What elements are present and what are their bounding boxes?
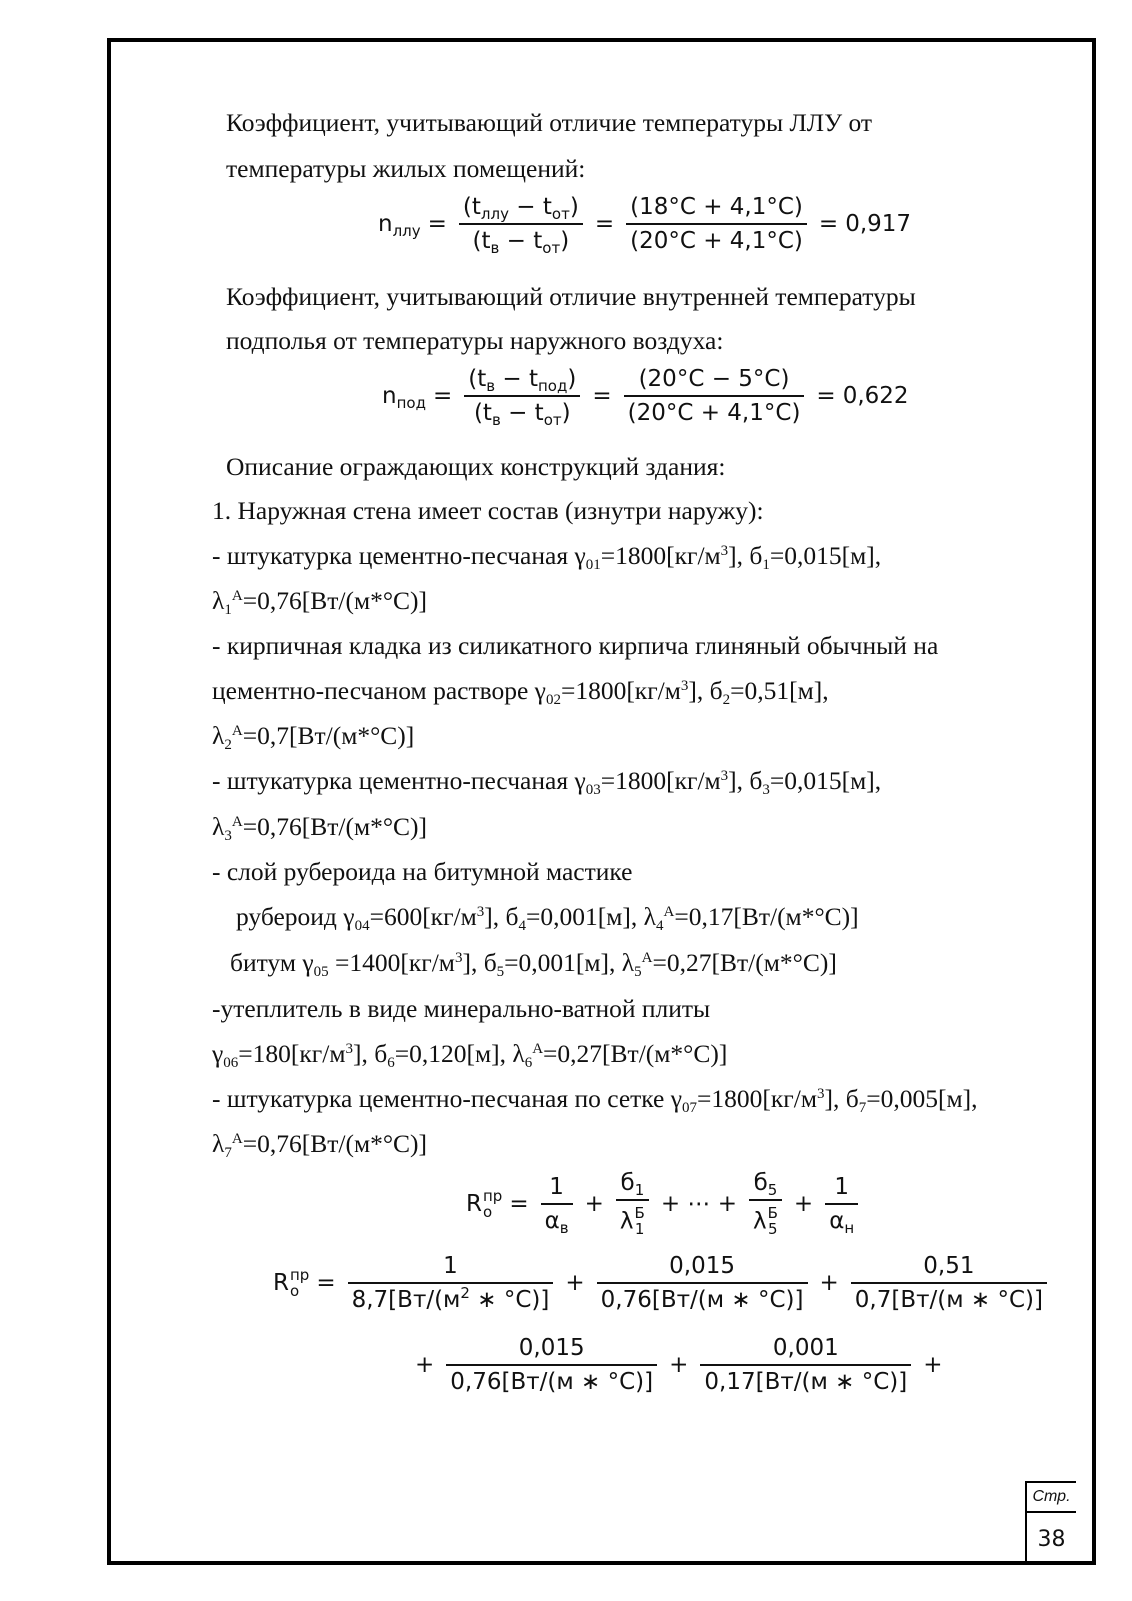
formula-n-llu: $n_{ллу}$ = $\frac{(t_{ллу} - t_{от})}{(t_в - t_{от})}$ = $\frac{(18^\circ C + 4,1^\circ C)}{(20^\circ C + 4,1^\circ C)}$ = 0,917 [378, 194, 912, 257]
page-number-stamp [1025, 1481, 1076, 1565]
paragraph-line: Описание ограждающих конструкций здания: [226, 452, 726, 481]
layer-1-lambda: $\lambda_1^А=0,76[Вт/(м*^\circ С)]$ [212, 586, 428, 618]
layer-7-line: - штукатурка цементно-песчаная по сетке $\gamma_{07}=1800[кг/м^3]$, $б_7=0,005[м]$, [212, 1084, 978, 1116]
page-label: Стр. [1027, 1483, 1076, 1513]
layer-4-title: - слой рубероида на битумной мастике [212, 857, 633, 886]
layer-2-lambda: $\lambda_2^А=0,7[Вт/(м*^\circ С)]$ [212, 721, 415, 753]
formula-r-numeric-1: R пр о = $\frac{1}{8,7[Вт/(м^2 ∗ ^\circ C)]}$ + $\frac{0,015}{0,76[Вт/(м ∗ ^\circ C)]}$ + $\frac{0,51}{0,7[Вт/(м ∗ ^\circ C)]}$ [273, 1255, 1052, 1312]
paragraph-line: Коэффициент, учитывающий отличие внутренней температуры [226, 282, 916, 311]
layer-5-bitum: битум $\gamma_{05} =1400[кг/м^3]$, $б_5=0,001[м]$, $\lambda_5^А=0,27[Вт/(м*^\circ С)]$ [230, 948, 837, 980]
layer-1-line: - штукатурка цементно-песчаная $\gamma_{01}=1800[кг/м^3]$, $б_1=0,015[м]$, [212, 541, 882, 573]
page-number: 38 [1037, 1526, 1066, 1552]
paragraph-line: температуры жилых помещений: [226, 154, 586, 183]
page-frame [107, 38, 1096, 1565]
layer-2-line: цементно-песчаном растворе $\gamma_{02}=1800[кг/м^3]$, $б_2=0,51[м]$, [212, 676, 829, 708]
formula-r-general: R пр о = $\frac{1}{\alpha_в}$ + $б_1$ λ Б 1 + ⋯ + $б_5$ λ Б 5 + $\frac{1}{\alpha_н}$ [466, 1172, 863, 1238]
layer-3-lambda: $\lambda_3^А=0,76[Вт/(м*^\circ С)]$ [212, 812, 428, 844]
layer-6-line: $\gamma_{06}=180[кг/м^3]$, $б_6=0,120[м]$, $\lambda_6^А=0,27[Вт/(м*^\circ С)]$ [212, 1039, 728, 1071]
layer-2-line: - кирпичная кладка из силикатного кирпича глиняный обычный на [212, 631, 939, 660]
paragraph-line: 1. Наружная стена имеет состав (изнутри наружу): [212, 496, 764, 525]
formula-n-pod: $n_{под}$ = $\frac{(t_в - t_{под})}{(t_в - t_{от})}$ = $\frac{(20^\circ C - 5^\circ C)}{(20^\circ C + 4,1^\circ C)}$ = 0,622 [382, 366, 909, 429]
formula-r-numeric-2: + $\frac{0,015}{0,76[Вт/(м ∗ ^\circ C)]}$ + $\frac{0,001}{0,17[Вт/(м ∗ ^\circ C)]}$ + [415, 1335, 943, 1395]
layer-6-title: -утеплитель в виде минерально-ватной плиты [212, 994, 711, 1023]
paragraph-line: Коэффициент, учитывающий отличие температуры ЛЛУ от [226, 108, 873, 137]
layer-3-line: - штукатурка цементно-песчаная $\gamma_{03}=1800[кг/м^3]$, $б_3=0,015[м]$, [212, 766, 882, 798]
layer-7-lambda: $\lambda_7^А=0,76[Вт/(м*^\circ С)]$ [212, 1129, 428, 1161]
paragraph-line: подполья от температуры наружного воздуха: [226, 326, 724, 355]
layer-4-ruberoid: рубероид $\gamma_{04}=600[кг/м^3]$, $б_4=0,001[м]$, $\lambda_4^А=0,17[Вт/(м*^\circ С)]$ [236, 902, 859, 934]
